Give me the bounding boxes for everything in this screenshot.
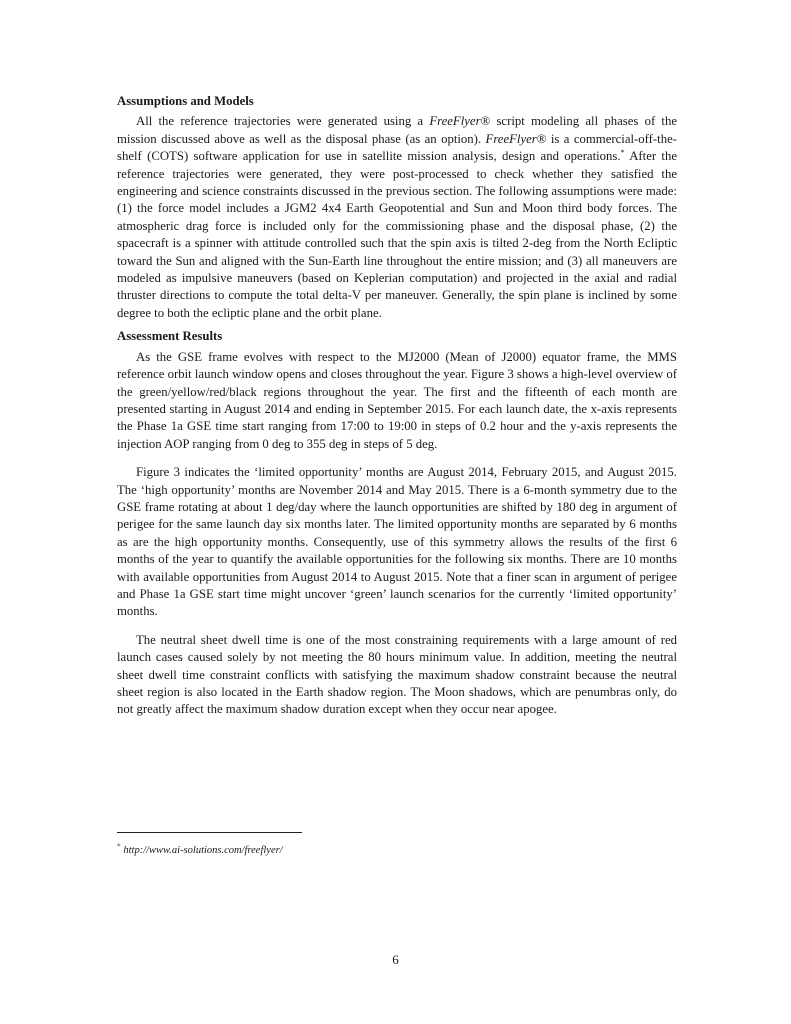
registered-mark: ® [536, 131, 547, 146]
footnote-reference[interactable]: * [620, 147, 625, 157]
paragraph-text: is a commercial-off-the-shelf (COTS) software application for use in satellite mission analysis, design and operations. [117, 131, 677, 164]
freeflyer-name: FreeFlyer [485, 131, 537, 146]
paragraph-assessment-1: As the GSE frame evolves with respect to the MJ2000 (Mean of J2000) equator frame, the MMS reference orbit launch window opens and closes throughout the year. Figure 3 shows a high-level overview of the green/yellow/red/black regions throughout the year. The first and the fifteenth of each month are presented starting in August 2014 and ending in September 2015. For each launch date, the x-axis represents the Phase 1a GSE time start ranging from 17:00 to 19:00 in steps of 0.2 hour and the y-axis represents the injection AOP ranging from 0 deg to 355 deg in steps of 5 deg. [117, 349, 677, 451]
paragraph-text: After the reference trajectories were generated, they were post-processed to check whether they satisfied the engineering and science constraints discussed in the previous section. The following assumptions were made: (1) the force model includes a JGM2 4x4 Earth Geopotential and Sun and Moon third body forces. The atmospheric drag force is included only for the commissioning phase and the disposal phase, (2) the spacecraft is a spinner with attitude controlled such that the spin axis is tilted 2-deg from the North Ecliptic toward the Sun and aligned with the Sun-Earth line throughout the entire mission; and (3) all maneuvers are modeled as impulsive maneuvers (based on Keplerian computation) and projected in the axial and radial thruster directions to compute the total delta-V per maneuver. Generally, the spin plane is inclined by some degree to both the ecliptic plane and the orbit plane. [117, 149, 678, 320]
freeflyer-name: FreeFlyer [429, 114, 481, 129]
page-body [117, 93, 677, 719]
section-heading-assessment: Assessment Results [117, 329, 223, 344]
footnote-mark: * [117, 841, 121, 851]
registered-mark: ® [480, 114, 491, 129]
footnote-divider [117, 832, 302, 833]
page-number: 6 [392, 952, 399, 967]
footnote-url[interactable]: http://www.ai-solutions.com/freeflyer/ [123, 845, 283, 856]
paragraph-text: script modeling all phases of the mission discussed above as well as the disposal phase (as an option). [117, 114, 678, 146]
paragraph-assumptions [117, 113, 677, 322]
paragraph-assessment-3: The neutral sheet dwell time is one of the most constraining requirements with a large amount of red launch cases caused solely by not meeting the 80 hours minimum value. In addition, meeting the neutral sheet dwell time constraint conflicts with satisfying the maximum shadow constraint because the neutral sheet region is also located in the Earth shadow region. The Moon shadows, which are penumbras only, do not greatly affect the maximum shadow duration except when they occur near apogee. [117, 632, 677, 717]
footnote [117, 841, 283, 857]
paragraph-assessment-2: Figure 3 indicates the ‘limited opportunity’ months are August 2014, February 2015, and August 2015. The ‘high opportunity’ months are November 2014 and May 2015. There is a 6-month symmetry due to the GSE frame rotating at about 1 deg/day where the launch opportunities are shifted by 180 deg in argument of perigee for the same launch day six months later. The limited opportunity months are separated by 6 months as are the high opportunity months. Consequently, use of this symmetry allows the results of the first 6 months of the year to quantify the available opportunities for the following six months. There are 10 months with available opportunities from August 2014 to August 2015. Note that a finer scan in argument of perigee and Phase 1a GSE start time might uncover ‘green’ launch scenarios for the currently ‘limited opportunity’ months. [117, 465, 677, 619]
paragraph-text: All the reference trajectories were generated using a [136, 114, 430, 129]
section-heading-assumptions: Assumptions and Models [117, 94, 254, 108]
